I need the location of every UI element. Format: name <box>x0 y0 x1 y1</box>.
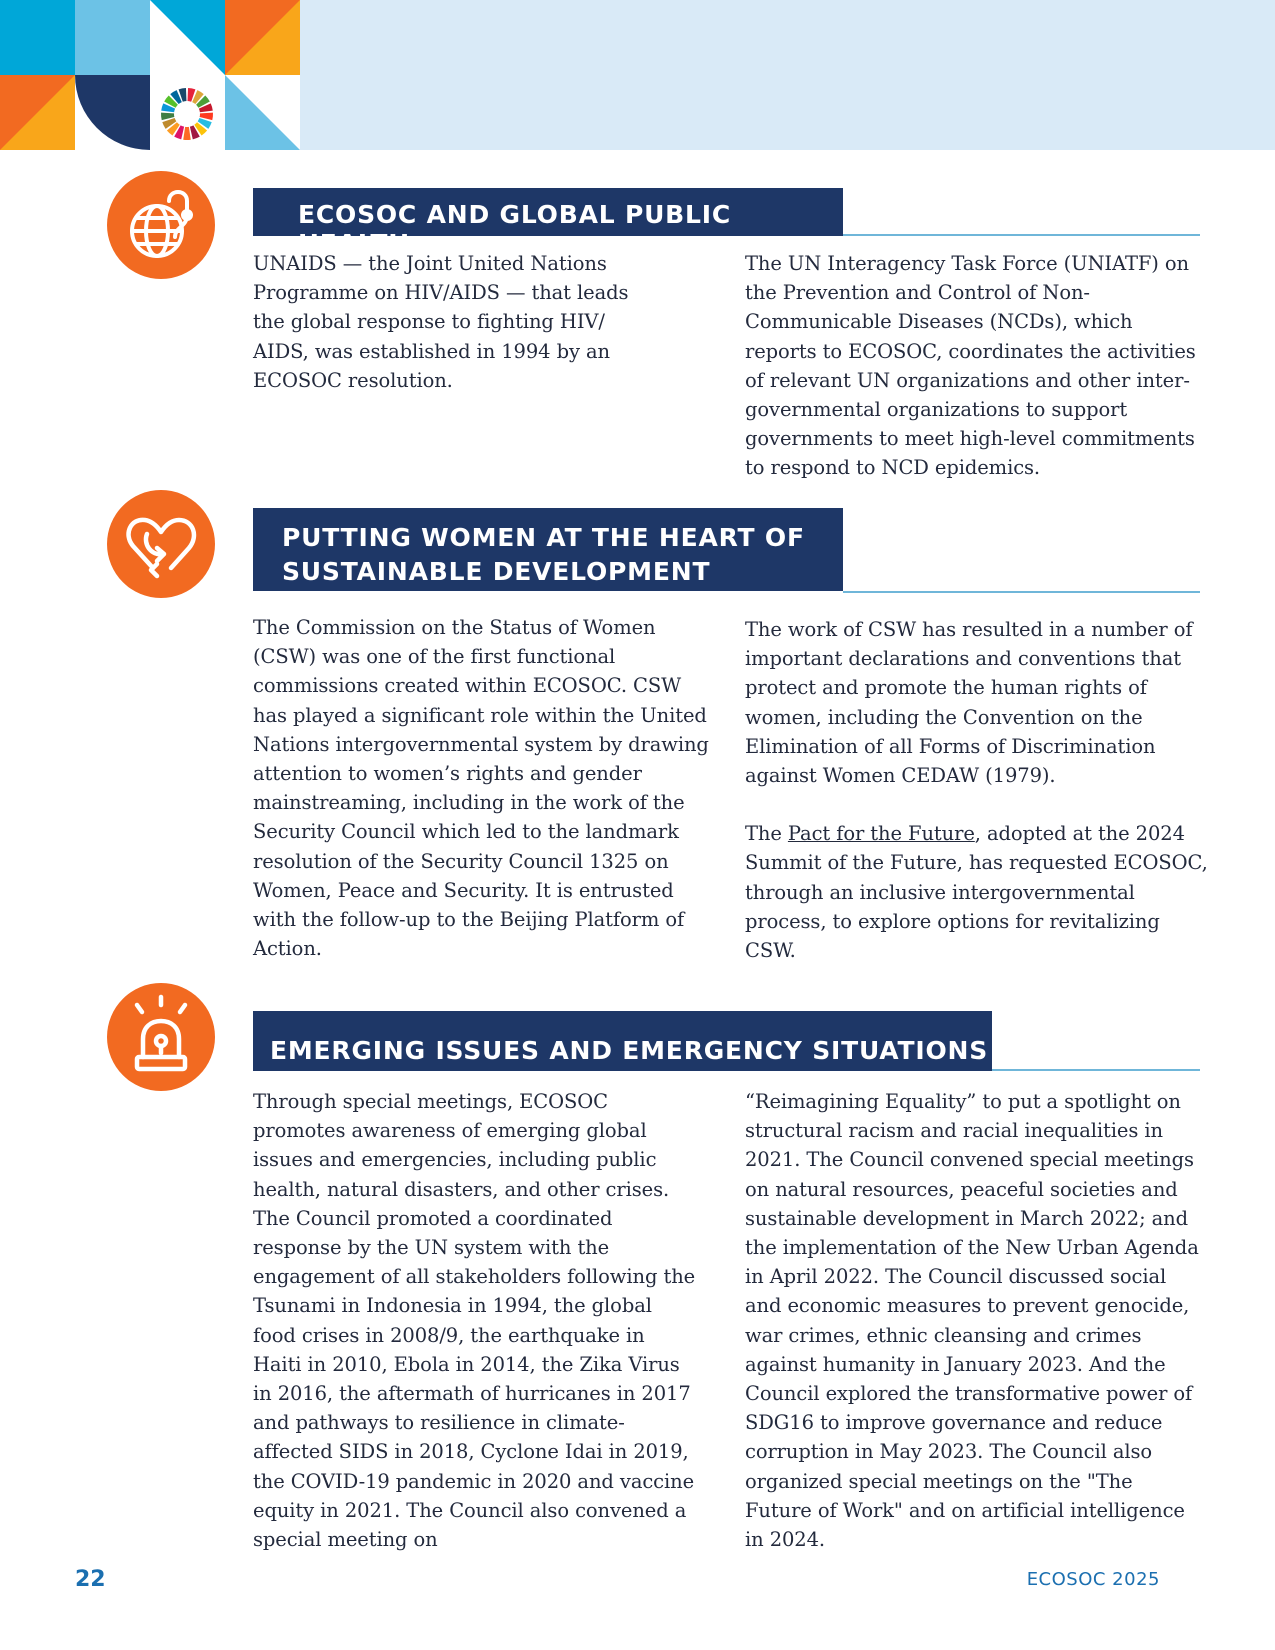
paragraph: The UN Interagency Task Force (UNIATF) on the Prevention and Control of Non-Communicable Diseases (NCDs), which reports to ECOSOC, coordinates the activities of relevant UN organizations and other inter-governmental organizations to support governments to meet high-level commitments to respond to NCD epidemics. <box>745 252 1196 480</box>
paragraph: UNAIDS — the Joint United Nations Programme on HIV/AIDS — that leads the global response to fighting HIV/ AIDS, was established in 1994 by an ECOSOC resolution. <box>253 252 629 392</box>
section3-column-left <box>253 1087 698 1554</box>
heading-text: EMERGING ISSUES AND EMERGENCY SITUATIONS <box>270 1036 989 1065</box>
pact-for-the-future-link[interactable]: Pact for the Future <box>787 822 975 846</box>
paragraph-pact <box>745 819 1215 965</box>
heading-text: ECOSOC AND GLOBAL PUBLIC HEALTH <box>298 200 732 258</box>
section1-column-right <box>745 249 1205 483</box>
section-heading-emerging <box>253 1011 992 1071</box>
heading-text-line1: PUTTING WOMEN AT THE HEART OF <box>282 523 805 552</box>
heart-arrow-icon <box>107 490 215 598</box>
paragraph: The Commission on the Status of Women (CSW) was one of the first functional commissions created within ECOSOC. CSW has played a significant role within the United Nations intergovernmental system by drawing attention to women’s rights and gender mainstreaming, including in the work of the Security Council which led to the landmark resolution of the Security Council 1325 on Women, Peace and Security. It is entrusted with the follow-up to the Beijing Platform of Action. <box>253 616 709 961</box>
alarm-siren-icon <box>107 983 215 1091</box>
sdg-wheel-segment <box>183 127 191 140</box>
heading-rule <box>992 1069 1200 1071</box>
page-number: 22 <box>75 1567 106 1592</box>
heading-text-line2: SUSTAINABLE DEVELOPMENT EFFORTS <box>282 557 711 620</box>
section1-column-left <box>253 249 633 395</box>
header-band <box>300 0 1275 150</box>
footer-title: ECOSOC 2025 <box>1026 1569 1160 1590</box>
paragraph: The work of CSW has resulted in a number of important declarations and conventions that protect and promote the human rights of women, including the Convention on the Elimination of all Forms of Discrimination against Women CEDAW (1979). <box>745 618 1193 788</box>
heading-rule <box>843 591 1200 593</box>
text: , adopted at the 2024 Summit of the Future, has requested ECOSOC, through an inclusive intergovernmental process, to explore options for revitalizing CSW. <box>745 822 1208 963</box>
section3-column-right <box>745 1087 1205 1554</box>
section-heading-public-health <box>253 188 843 258</box>
decorative-mosaic <box>0 0 300 150</box>
sdg-wheel-icon <box>160 87 214 141</box>
heading-rule <box>843 234 1200 236</box>
globe-stethoscope-icon <box>107 171 215 279</box>
section-heading-women <box>253 508 843 620</box>
section2-column-left <box>253 613 713 963</box>
paragraph: “Reimagining Equality” to put a spotlight on structural racism and racial inequalities in 2021. The Council convened special meetings on natural resources, peaceful societies and sustainable development in March 2022; and the implementation of the New Urban Agenda in April 2022. The Council discussed social and economic measures to prevent genocide, war crimes, ethnic cleansing and crimes against humanity in January 2023. And the Council explored the transformative power of SDG16 to improve governance and reduce corruption in May 2023. The Council also organized special meetings on the "The Future of Work" and on artificial intelligence in 2024. <box>745 1090 1199 1552</box>
text: The <box>745 822 788 846</box>
paragraph: Through special meetings, ECOSOC promotes awareness of emerging global issues and emergencies, including public health, natural disasters, and other crises. The Council promoted a coordinated response by the UN system with the engagement of all stakeholders following the Tsunami in Indonesia in 1994, the global food crises in 2008/9, the earthquake in Haiti in 2010, Ebola in 2014, the Zika Virus in 2016, the aftermath of hurricanes in 2017 and pathways to resilience in climate-affected SIDS in 2018, Cyclone Idai in 2019, the COVID-19 pandemic in 2020 and vaccine equity in 2021. The Council also convened a special meeting on <box>253 1090 696 1552</box>
section2-column-right <box>745 615 1215 965</box>
